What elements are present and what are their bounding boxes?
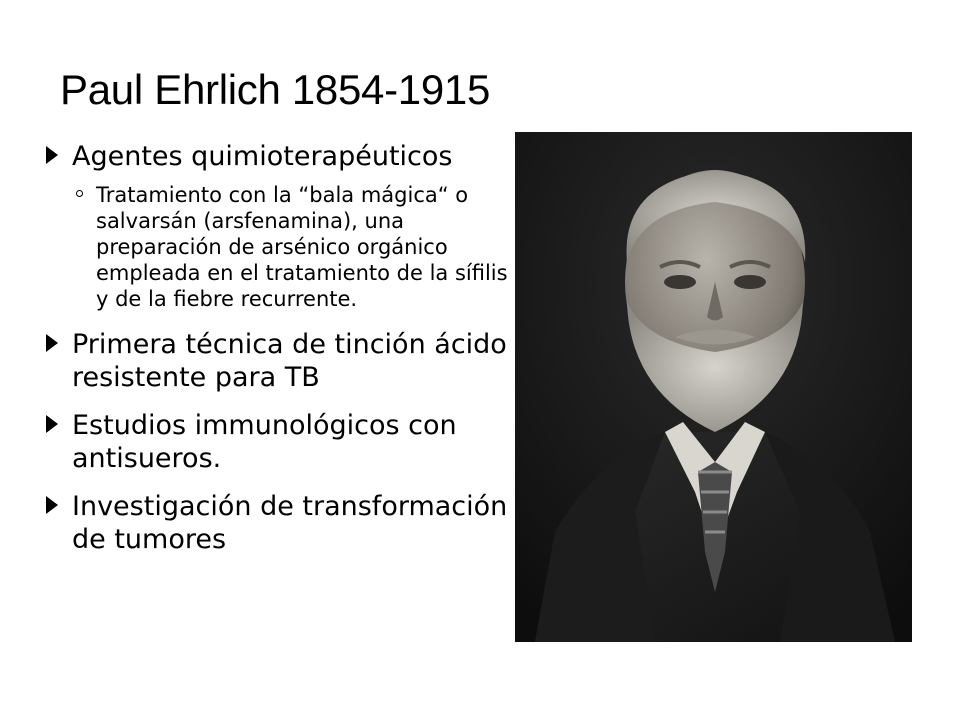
- bullet-text: Primera técnica de tinción ácido resistente para TB: [72, 329, 507, 393]
- bullet-item-2: [44, 328, 514, 394]
- portrait-photo: [515, 132, 912, 642]
- portrait-illustration: [515, 132, 912, 642]
- bullet-item-4: [44, 490, 514, 556]
- slide-title: Paul Ehrlich 1854-1915: [60, 66, 491, 113]
- bullet-list: [44, 140, 514, 571]
- bullet-arrow-icon: [46, 415, 58, 433]
- sub-bullet-circle-icon: [76, 190, 83, 197]
- bullet-text: Investigación de transformación de tumores: [72, 491, 508, 555]
- bullet-arrow-icon: [46, 334, 58, 352]
- bullet-item-3: [44, 409, 514, 475]
- sub-bullet-item: [44, 182, 514, 312]
- left-eye: [664, 275, 696, 289]
- bullet-text: Estudios immunológicos con antisueros.: [72, 410, 457, 474]
- bullet-item-1: [44, 140, 514, 173]
- right-eye: [734, 275, 766, 289]
- bullet-text: Agentes quimioterapéuticos: [72, 141, 453, 172]
- bullet-arrow-icon: [46, 146, 58, 164]
- bullet-arrow-icon: [46, 496, 58, 514]
- sub-bullet-text: Tratamiento con la “bala mágica“ o salvarsán (arsfenamina), una preparación de arsénico orgánico empleada en el tratamiento de la sífilis y de la fiebre recurrente.: [96, 183, 508, 311]
